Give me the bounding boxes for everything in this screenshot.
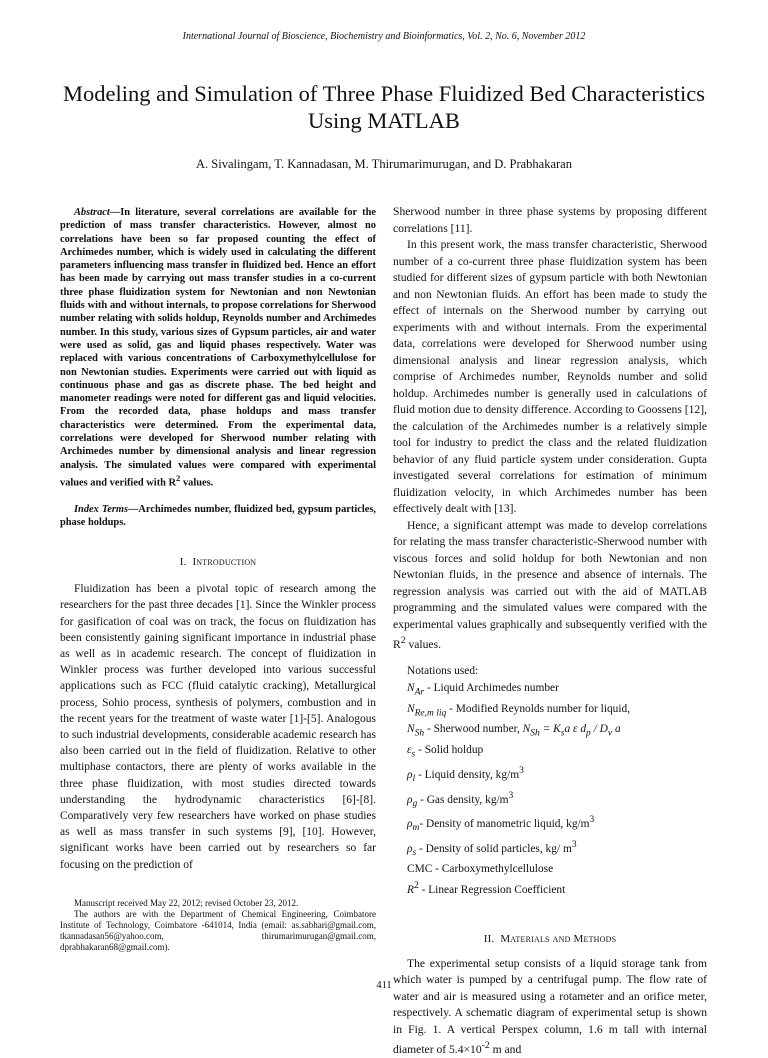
abstract — [60, 206, 376, 490]
left-column — [60, 206, 376, 873]
paper-title: Modeling and Simulation of Three Phase Fluidized Bed Characteristics Using MATLAB — [63, 81, 705, 133]
methods-end: m and — [489, 1042, 522, 1056]
notation-description: - Liquid density, kg/m — [415, 768, 520, 781]
right-paragraph-3-text: Hence, a significant attempt was made to develop correlations for relating the mass transfer characteristic-Sherwood number with viscous forces and solid holdup for both Newtonian and non Newtonian fluids, in the presence and absence of internals. The regression analysis was carried out with the aid of MATLAB programming and the simulated values were compared with the experimental values graphically and subsequently verified with the R — [393, 518, 707, 651]
notation-subscript: l — [412, 774, 416, 785]
index-terms-text: Archimedes number, fluidized bed, gypsum particles, phase holdups. — [60, 503, 376, 528]
notations-list — [393, 663, 707, 898]
formula-part: a — [612, 723, 621, 736]
notation-symbol: ρ — [407, 817, 413, 830]
notation-subscript: Sh — [414, 728, 425, 739]
notation-description: - Modified Reynolds number for liquid, — [446, 702, 631, 715]
section-title: Introduction — [192, 556, 257, 569]
formula-symbol: N — [522, 723, 531, 736]
notation-item — [393, 742, 707, 763]
formula-part: / D — [590, 723, 608, 736]
abstract-dash: — — [109, 207, 121, 218]
authors: A. Sivalingam, T. Kannadasan, M. Thirumarimurugan, and D. Prabhakaran — [196, 157, 572, 171]
formula-subscript: s — [560, 728, 565, 739]
right-paragraph-3-sup: 2 — [400, 635, 406, 646]
notation-item — [393, 680, 707, 701]
section-title: Materials and Methods — [500, 933, 617, 946]
right-column — [393, 204, 707, 1058]
notation-subscript: Re,m liq — [414, 707, 447, 718]
notation-item — [393, 721, 707, 742]
notation-symbol: N — [407, 681, 415, 694]
notation-symbol: N — [407, 702, 415, 715]
formula-subscript: v — [607, 728, 613, 739]
notation-subscript: Ar — [414, 687, 425, 698]
notation-description: CMC - Carboxymethylcellulose — [407, 863, 554, 876]
methods-paragraph — [393, 956, 707, 1058]
index-terms-label: Index Terms — [74, 503, 129, 515]
right-paragraph-3-end: values. — [405, 637, 441, 651]
notation-item — [393, 763, 707, 788]
footnotes — [60, 898, 376, 953]
journal-header: International Journal of Bioscience, Biochemistry and Bioinformatics, Vol. 2, No. 6, November 2012 — [182, 31, 586, 42]
footnote-affiliation: The authors are with the Department of Chemical Engineering, Coimbatore Institute of Technology, Coimbatore -641014, India (email: as.sabhari@gmail.com, tkannadasan56@yahoo.com, thirumarimurugan@gmail.com, dprabhakaran68@gmail.com). — [60, 909, 376, 952]
abstract-sup: 2 — [176, 472, 181, 483]
formula-subscript: Sh — [530, 728, 540, 739]
right-paragraph-1: Sherwood number in three phase systems by proposing different correlations [11]. — [393, 205, 707, 235]
notation-description: - Density of solid particles, kg/ m — [416, 842, 572, 855]
formula-part: a ε d — [564, 723, 587, 736]
notation-item — [393, 861, 707, 878]
notation-description: - Sherwood number, — [424, 723, 523, 736]
notation-superscript: 2 — [413, 880, 419, 891]
right-paragraph-2: In this present work, the mass transfer characteristic, Sherwood number of a co-current three phase fluidization system has been studied for different sizes of gypsum particle with both Newtonian and non Newtonian fluids. An effort has been made to study the effect of internals on the Sherwood number by carrying out experiments with and without internals. From the experimental data, correlations were developed for Sherwood number using dimensional analysis and linear regression analysis, which comprise of Archimedes number, Reynolds number and solid holdup. Archimedes number is generally used in calculations of fluid motion due to density difference. According to Goossens [12], the calculation of the Archimedes number is a relatively simple tool for industry to predict the class and the related fluidization behavior of any fluid particle system under consideration. Gupta investigated several correlations for estimation of minimum fluidization velocity, in which Archimedes number has been effectively dealt with [13]. — [393, 238, 707, 515]
notation-superscript: 3 — [519, 765, 524, 776]
notation-description: - Density of manometric liquid, kg/m — [419, 817, 590, 830]
methods-text: The experimental setup consists of a liquid storage tank from which water is pumped by a centrifugal pump. The flow rate of water and air is measured using a rotameter and an orifice meter, respectively. A schematic diagram of experimental setup is shown in Fig. 1. A vertical Perspex column, 1.6 m tall with internal diameter of 5.4×10 — [393, 956, 707, 1056]
intro-paragraph: Fluidization has been a pivotal topic of research among the researchers for the past three decades [1]. Since the Winkler process for gasification of coal was on track, the focus on fluidization has been consistently gaining significant importance in industrial phase as well as in academic research. The concept of fluidization in Winkler process was further developed into various successful applications such as FCC (fluid catalytic cracking), Metallurgical process, Sohio process, synthesis of polymers, combustion and in the recent years for the treatment of waste water [1]-[5]. Analogous to such industrial developments, considerable academic research has also been carried out in the field of fluidization. Relative to other multiphase contactors, there are plenty of works available in the three phase fluidization, with most studies directed towards understanding the hydrodynamic characteristics [6]-[8]. Comparatively very few researchers have worked on phase studies as well as mass transfer in such systems [9], [10]. However, significant works have been carried out by researchers so far focusing on the prediction of — [60, 583, 376, 871]
notation-superscript: 3 — [571, 839, 577, 850]
notation-description: - Liquid Archimedes number — [424, 681, 559, 694]
formula-subscript: p — [586, 728, 591, 739]
notation-item — [393, 788, 707, 813]
section-number: II. — [483, 933, 495, 946]
notation-subscript: s — [411, 749, 416, 760]
notation-superscript: 3 — [589, 815, 595, 826]
notation-item — [393, 812, 707, 837]
notation-symbol: ρ — [407, 842, 413, 855]
section-heading-methods — [393, 931, 707, 948]
abstract-end: values. — [180, 477, 214, 489]
notation-symbol: ρ — [407, 793, 413, 806]
notation-item — [393, 701, 707, 722]
methods-sup: -2 — [481, 1040, 490, 1052]
notation-subscript: s — [412, 847, 417, 858]
notation-item — [393, 837, 707, 862]
section-heading-introduction — [60, 555, 376, 571]
abstract-text: In literature, several correlations are available for the prediction of mass transfer characteristics. However, almost no correlations have been so far proposed counting the effect of Archimedes number, which is widely used in calculating the different parameters influencing mass transfer in fluidized bed. Hence an effort has been made by carrying out mass transfer studies in a co-current three phase fluidization system for Newtonian and non Newtonian fluids with and without internals, to propose correlations for Sherwood number relating with solids holdup, Reynolds number and Archimedes number. In this study, various sizes of Gypsum particles, air and water were used as solid, gas and liquid phases respectively. Water was replaced with various concentrations of Carboxymethylcellulose for non Newtonian studies. Experiments were carried out with liquid as continuous phase and gas as discrete phase. The bed height and manometer readings were noted for different gas and liquid velocities. From the recorded data, phase holdups and mass transfer characteristics were determined. From the experimental data, correlations were developed for Sherwood number relating with Archimedes number by dimensional analysis and linear regression analysis. The simulated values were compared with experimental values and verified with R — [60, 207, 376, 489]
page-number: 411 — [376, 980, 392, 991]
notation-symbol: ε — [407, 744, 412, 757]
formula-part: = K — [539, 723, 561, 736]
abstract-label: Abstract — [74, 207, 110, 218]
notation-subscript: m — [412, 823, 420, 834]
right-paragraph-3 — [393, 518, 707, 654]
notation-symbol: N — [407, 723, 415, 736]
footnote-received: Manuscript received May 22, 2012; revised October 23, 2012. — [74, 898, 299, 908]
notation-symbol: ρ — [407, 768, 413, 781]
notation-symbol: R — [407, 883, 414, 896]
notations-heading: Notations used: — [407, 665, 479, 678]
index-terms-dash: — — [128, 503, 139, 515]
section-number: I. — [179, 556, 187, 569]
notation-description: - Linear Regression Coefficient — [418, 883, 566, 896]
notation-superscript: 3 — [508, 790, 514, 801]
index-terms — [60, 503, 376, 530]
notation-subscript: g — [412, 798, 418, 809]
notation-item — [393, 878, 707, 898]
notation-description: - Gas density, kg/m — [417, 793, 509, 806]
notation-description: - Solid holdup — [415, 744, 484, 757]
